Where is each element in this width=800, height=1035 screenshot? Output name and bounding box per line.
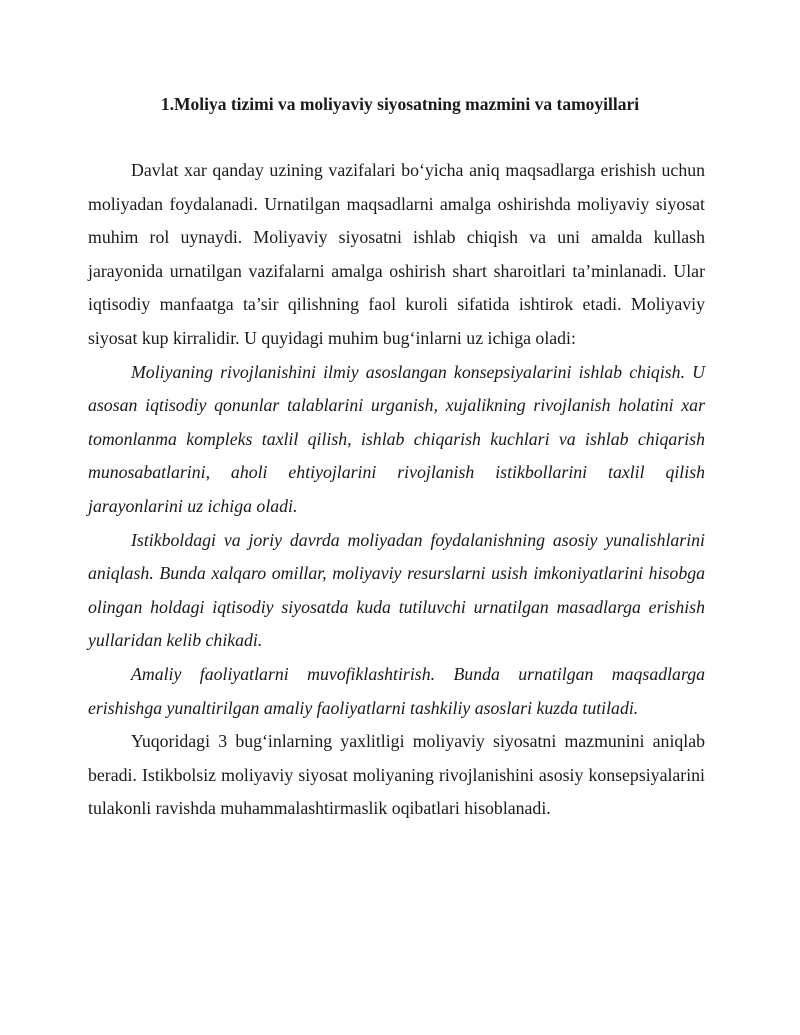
paragraph-conclusion: Yuqoridagi 3 bug‘inlarning yaxlitligi moliyaviy siyosatni mazmunini aniqlab beradi. Istikbolsiz moliyaviy siyosat moliyaning rivojlanishini asosiy konsepsiyalarini tulakonli ravishda muhammalashtirmaslik oqibatlari hisoblanadi. [88,731,705,819]
document-title: 1.Moliya tizimi va moliyaviy siyosatning mazmini va tamoyillari [160,94,640,114]
paragraph-intro: Davlat xar qanday uzining vazifalari bo‘yicha aniq maqsadlarga erishish uchun moliyadan foydalanadi. Urnatilgan maqsadlarni amalga oshirishda moliyaviy siyosat muhim rol uynaydi. Moliyaviy siyosatni ishlab chiqish va uni amalda kullash jarayonida urnatilgan vazifalarni amalga oshirish shart sharoitlari ta’minlanadi. Ular iqtisodiy manfaatga ta’sir qilishning faol kuroli sifatida ishtirok etadi. Moliyaviy siyosat kup kirralidir. U quyidagi muhim bug‘inlarni uz ichiga oladi: [88,160,705,348]
paragraph-coordination: Amaliy faoliyatlarni muvofiklashtirish. Bunda urnatilgan maqsadlarga erishishga yunaltirilgan amaliy faoliyatlarni tashkiliy asoslari kuzda tutiladi. [88,663,705,718]
document-body [88,154,705,826]
paragraph-directions: Istikboldagi va joriy davrda moliyadan foydalanishning asosiy yunalishlarini aniqlash. Bunda xalqaro omillar, moliyaviy resurslarni usish imkoniyatlarini hisobga olingan holdagi iqtisodiy siyosatda kuda tutiluvchi urnatilgan masadlarga erishish yullaridan kelib chikadi. [88,529,705,651]
paragraph-concepts: Moliyaning rivojlanishini ilmiy asoslangan konsepsiyalarini ishlab chiqish. U asosan iqtisodiy qonunlar talablarini urganish, xujalikning rivojlanish holatini xar tomonlanma kompleks taxlil qilish, ishlab chiqarish kuchlari va ishlab chiqarish munosabatlarini, aholi ehtiyojlarini rivojlanish istikbollarini taxlil qilish jarayonlarini uz ichiga oladi. [88,361,705,516]
